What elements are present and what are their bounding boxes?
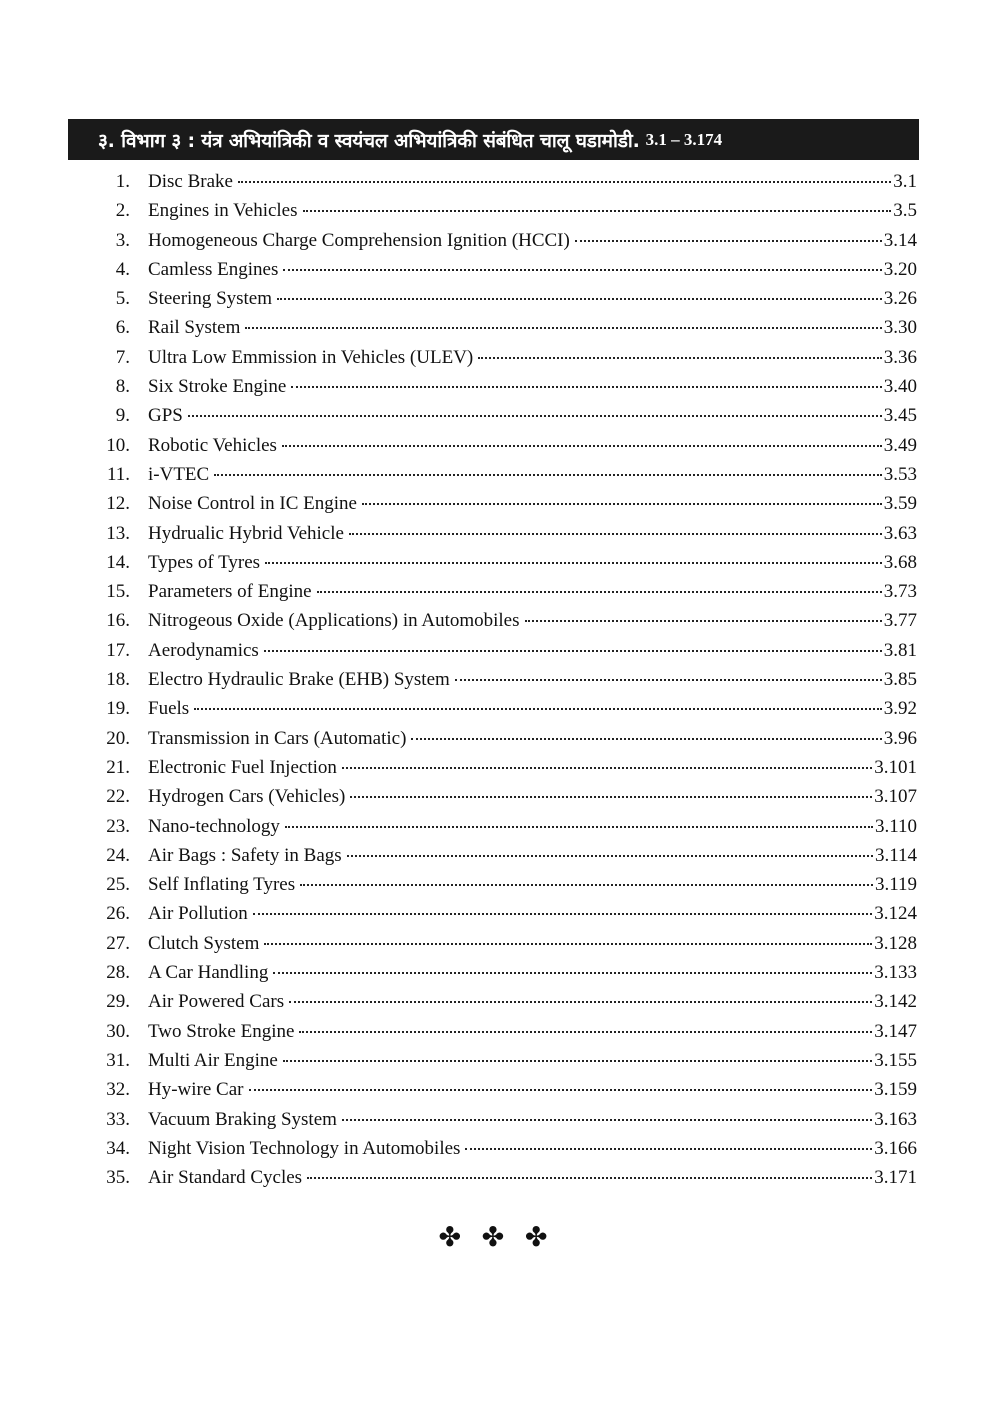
entry-title: Types of Tyres: [148, 551, 261, 573]
entry-page-number: 3.96: [883, 727, 917, 749]
dot-leader: [283, 250, 881, 271]
entry-title: Nano-technology: [148, 815, 280, 837]
dot-leader: [347, 836, 873, 857]
dot-leader: [575, 221, 882, 242]
entry-title: Ultra Low Emmission in Vehicles (ULEV): [148, 346, 474, 368]
entry-number: 17.: [106, 639, 130, 661]
dot-leader: [264, 631, 882, 652]
entry-number: 19.: [106, 698, 130, 720]
dot-leader: [214, 455, 882, 476]
dot-leader: [238, 162, 891, 183]
entry-number: 29.: [106, 991, 130, 1013]
entry-page-number: 3.49: [883, 434, 917, 456]
toc-entry[interactable]: [95, 1162, 917, 1191]
dot-leader: [350, 777, 872, 798]
entry-title: Transmission in Cars (Automatic): [148, 727, 407, 749]
entry-title: Air Powered Cars: [148, 991, 285, 1013]
dot-leader: [265, 543, 882, 564]
entry-page-number: 3.77: [883, 610, 917, 632]
entry-number: 32.: [106, 1079, 130, 1101]
dot-leader: [525, 601, 882, 622]
entry-page-number: 3.163: [874, 1108, 917, 1130]
entry-page-number: 3.45: [883, 405, 917, 427]
entry-title: Six Stroke Engine: [148, 376, 287, 398]
entry-title: Steering System: [148, 288, 273, 310]
entry-title: Camless Engines: [148, 258, 279, 280]
dot-leader: [299, 1012, 872, 1033]
dot-leader: [342, 748, 872, 769]
entry-number: 27.: [106, 932, 130, 954]
entry-number: 14.: [106, 551, 130, 573]
entry-number: 35.: [106, 1167, 130, 1189]
entry-title: Disc Brake: [148, 171, 233, 192]
entry-number: 24.: [106, 844, 130, 866]
entry-number: 8.: [115, 376, 130, 398]
entry-number: 25.: [106, 874, 130, 896]
entry-number: 22.: [106, 786, 130, 808]
entry-title: Rail System: [148, 317, 241, 339]
dot-leader: [289, 982, 872, 1003]
entry-title: Air Pollution: [148, 903, 248, 925]
entry-page-number: 3.81: [883, 639, 917, 661]
entry-title: Air Standard Cycles: [148, 1167, 303, 1189]
entry-title: Air Bags : Safety in Bags: [148, 844, 342, 866]
dot-leader: [362, 484, 882, 505]
entry-page-number: 3.133: [874, 962, 917, 984]
entry-page-number: 3.1: [893, 171, 917, 192]
entry-number: 2.: [115, 200, 130, 222]
dot-leader: [303, 191, 892, 212]
dot-leader: [342, 1100, 872, 1121]
entry-title: Fuels: [148, 698, 190, 720]
entry-page-number: 3.166: [874, 1137, 917, 1159]
entry-title: i-VTEC: [148, 463, 210, 485]
entry-page-number: 3.85: [883, 669, 917, 691]
entry-title: Hydrogen Cars (Vehicles): [148, 786, 346, 808]
dot-leader: [317, 572, 882, 593]
entry-number: 18.: [106, 669, 130, 691]
entry-page-number: 3.159: [874, 1079, 917, 1101]
dot-leader: [249, 1070, 873, 1091]
entry-number: 9.: [115, 405, 130, 427]
entry-number: 20.: [106, 727, 130, 749]
dot-leader: [283, 1041, 872, 1062]
entry-number: 7.: [115, 346, 130, 368]
section-page-range: 3.1 – 3.174: [645, 129, 723, 149]
entry-page-number: 3.147: [874, 1020, 917, 1042]
dot-leader: [465, 1129, 872, 1150]
entry-page-number: 3.73: [883, 581, 917, 603]
entry-title: Aerodynamics: [148, 639, 259, 661]
entry-title: A Car Handling: [148, 962, 269, 984]
table-of-contents: [95, 166, 917, 1191]
entry-number: 11.: [106, 463, 130, 485]
dot-leader: [194, 689, 882, 710]
entry-title: Clutch System: [148, 932, 260, 954]
entry-page-number: 3.5: [893, 200, 917, 222]
section-header: [68, 119, 919, 160]
entry-number: 26.: [106, 903, 130, 925]
entry-page-number: 3.63: [883, 522, 917, 544]
entry-number: 21.: [106, 756, 130, 778]
entry-page-number: 3.53: [883, 463, 917, 485]
dot-leader: [277, 279, 882, 300]
entry-title: Electronic Fuel Injection: [148, 756, 337, 778]
entry-number: 3.: [115, 229, 130, 251]
entry-title: Electro Hydraulic Brake (EHB) System: [148, 669, 450, 691]
entry-page-number: 3.14: [883, 229, 917, 251]
dot-leader: [478, 338, 882, 359]
entry-number: 10.: [106, 434, 130, 456]
section-title: ३. विभाग ३ : यंत्र अभियांत्रिकी व स्वयंचल अभियांत्रिकी संबंधित चालू घडामोडी.: [98, 129, 640, 152]
entry-number: 31.: [106, 1049, 130, 1071]
dot-leader: [188, 396, 882, 417]
entry-title: Vacuum Braking System: [148, 1108, 337, 1130]
entry-title: Hy-wire Car: [148, 1079, 244, 1101]
entry-page-number: 3.124: [874, 903, 917, 925]
entry-number: 30.: [106, 1020, 130, 1042]
entry-page-number: 3.26: [883, 288, 917, 310]
dot-leader: [264, 924, 872, 945]
entry-page-number: 3.171: [874, 1167, 917, 1189]
entry-page-number: 3.142: [874, 991, 917, 1013]
dot-leader: [455, 660, 882, 681]
entry-number: 34.: [106, 1137, 130, 1159]
entry-page-number: 3.40: [883, 376, 917, 398]
dot-leader: [291, 367, 881, 388]
entry-title: GPS: [148, 405, 183, 427]
entry-number: 12.: [106, 493, 130, 515]
entry-title: Self Inflating Tyres: [148, 874, 296, 896]
entry-title: Robotic Vehicles: [148, 434, 277, 456]
entry-page-number: 3.30: [883, 317, 917, 339]
entry-title: Parameters of Engine: [148, 581, 312, 603]
entry-page-number: 3.92: [883, 698, 917, 720]
entry-page-number: 3.114: [874, 844, 917, 866]
entry-title: Hydrualic Hybrid Vehicle: [148, 522, 344, 544]
entry-page-number: 3.68: [883, 551, 917, 573]
dot-leader: [349, 514, 882, 535]
dot-leader: [273, 953, 872, 974]
entry-title: Night Vision Technology in Automobiles: [148, 1137, 461, 1159]
entry-number: 5.: [115, 288, 130, 310]
entry-page-number: 3.155: [874, 1049, 917, 1071]
entry-title: Noise Control in IC Engine: [148, 493, 357, 515]
dot-leader: [300, 865, 873, 886]
entry-page-number: 3.101: [874, 756, 917, 778]
entry-number: 13.: [106, 522, 130, 544]
dot-leader: [245, 308, 881, 329]
entry-number: 6.: [115, 317, 130, 339]
dot-leader: [285, 807, 873, 828]
dot-leader: [253, 894, 872, 915]
entry-number: 1.: [115, 171, 130, 192]
dot-leader: [307, 1158, 872, 1179]
entry-page-number: 3.107: [874, 786, 917, 808]
entry-title: Multi Air Engine: [148, 1049, 278, 1071]
entry-number: 28.: [106, 962, 130, 984]
entry-number: 33.: [106, 1108, 130, 1130]
entry-page-number: 3.36: [883, 346, 917, 368]
entry-title: Engines in Vehicles: [148, 200, 298, 222]
entry-page-number: 3.119: [874, 874, 917, 896]
ornament-divider: ✤ ✤ ✤: [438, 1222, 554, 1253]
entry-title: Homogeneous Charge Comprehension Ignition (HCCI): [148, 229, 570, 251]
entry-page-number: 3.20: [883, 258, 917, 280]
entry-number: 23.: [106, 815, 130, 837]
entry-number: 16.: [106, 610, 130, 632]
entry-page-number: 3.59: [883, 493, 917, 515]
dot-leader: [282, 426, 882, 447]
entry-number: 4.: [115, 258, 130, 280]
entry-number: 15.: [106, 581, 130, 603]
entry-page-number: 3.128: [874, 932, 917, 954]
entry-page-number: 3.110: [874, 815, 917, 837]
dot-leader: [411, 719, 881, 740]
entry-title: Two Stroke Engine: [148, 1020, 295, 1042]
entry-title: Nitrogeous Oxide (Applications) in Automobiles: [148, 610, 520, 632]
